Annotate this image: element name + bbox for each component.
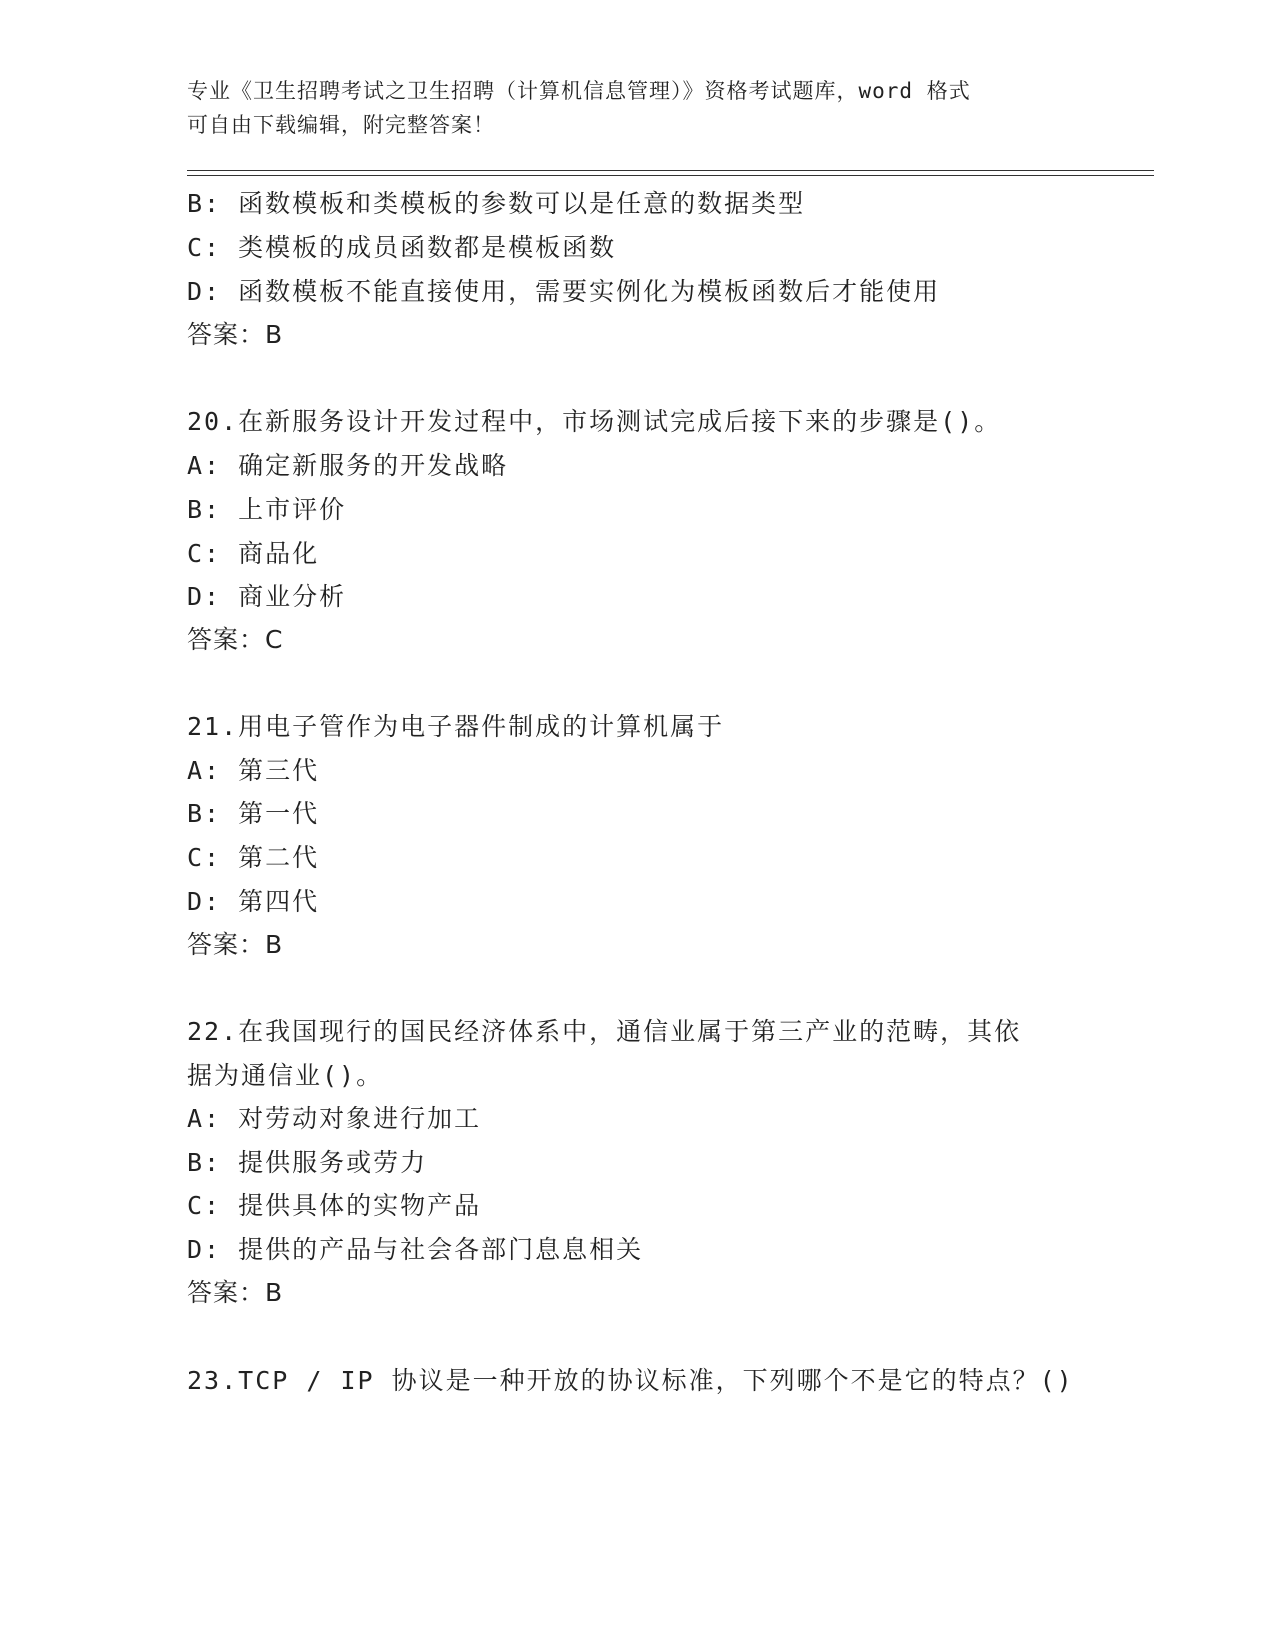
q21-option-a: A: 第三代 xyxy=(187,756,320,785)
q21-question: 21.用电子管作为电子器件制成的计算机属于 xyxy=(187,712,725,741)
q22-question-line-2: 据为通信业()。 xyxy=(187,1061,384,1090)
q20-option-b: B: 上市评价 xyxy=(187,495,347,524)
q22-option-a: A: 对劳动对象进行加工 xyxy=(187,1104,482,1133)
q22-answer: 答案：B xyxy=(187,1278,284,1307)
q21-option-c: C: 第二代 xyxy=(187,843,320,872)
q19-answer: 答案：B xyxy=(187,320,284,349)
q22-option-c: C: 提供具体的实物产品 xyxy=(187,1191,482,1220)
q22-question-line-1: 22.在我国现行的国民经济体系中，通信业属于第三产业的范畴，其依 xyxy=(187,1017,1022,1046)
q20-question: 20.在新服务设计开发过程中，市场测试完成后接下来的步骤是()。 xyxy=(187,407,1002,436)
header-rule-top xyxy=(187,170,1154,171)
q20-option-d: D: 商业分析 xyxy=(187,582,347,611)
q21-option-b: B: 第一代 xyxy=(187,799,320,828)
q21-option-d: D: 第四代 xyxy=(187,887,320,916)
q19-option-c: C: 类模板的成员函数都是模板函数 xyxy=(187,233,617,262)
q19-option-d: D: 函数模板不能直接使用，需要实例化为模板函数后才能使用 xyxy=(187,277,941,306)
header-text xyxy=(187,74,1087,142)
q22-option-d: D: 提供的产品与社会各部门息息相关 xyxy=(187,1235,644,1264)
header-rule-bottom xyxy=(187,175,1154,176)
q20-option-a: A: 确定新服务的开发战略 xyxy=(187,451,509,480)
header-line-1: 专业《卫生招聘考试之卫生招聘（计算机信息管理）》资格考试题库，word 格式 xyxy=(187,79,971,103)
q22-option-b: B: 提供服务或劳力 xyxy=(187,1148,428,1177)
q23-question: 23.TCP / IP 协议是一种开放的协议标准，下列哪个不是它的特点？() xyxy=(187,1366,1074,1395)
q19-option-b: B: 函数模板和类模板的参数可以是任意的数据类型 xyxy=(187,189,806,218)
header-line-2: 可自由下载编辑，附完整答案！ xyxy=(187,113,495,137)
q20-answer: 答案：C xyxy=(187,625,284,654)
q21-answer: 答案：B xyxy=(187,930,284,959)
q20-option-c: C: 商品化 xyxy=(187,539,320,568)
